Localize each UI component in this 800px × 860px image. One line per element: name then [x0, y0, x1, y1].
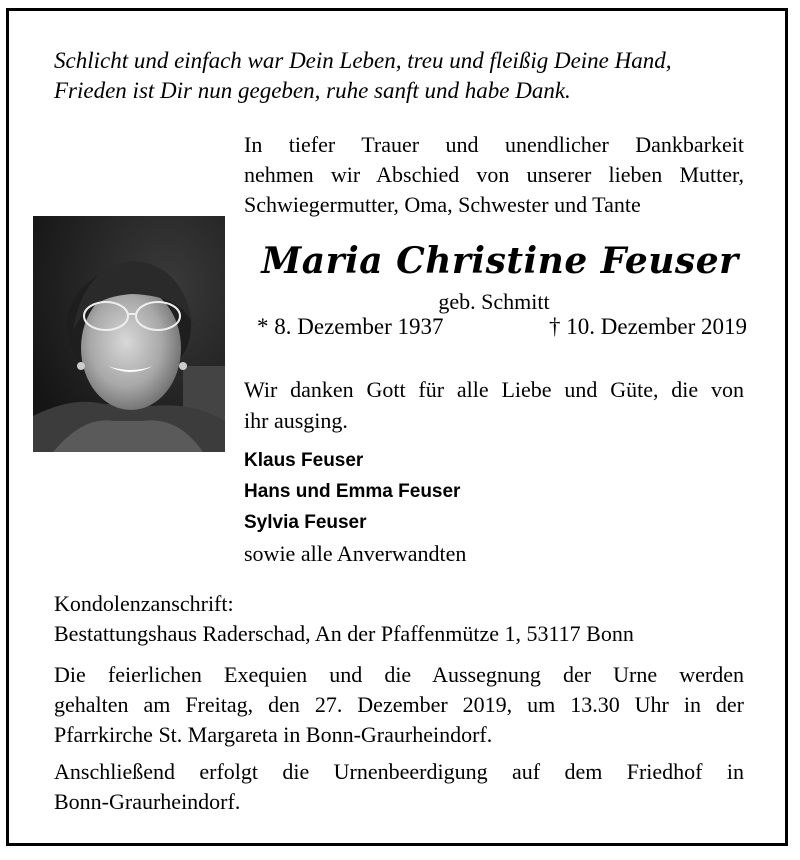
service-line: Pfarrkirche St. Margareta in Bonn-Graurheindorf.	[54, 722, 493, 747]
deceased-name: Maria Christine Feuser	[261, 240, 739, 282]
service-line: Die feierlichen Exequien und die Aussegnung der Urne werden	[54, 662, 744, 687]
death-date: † 10. Dezember 2019	[549, 314, 747, 339]
intro-line: Schwiegermutter, Oma, Schwester und Tante	[244, 192, 641, 217]
mourners-others: sowie alle Anverwandten	[244, 541, 467, 566]
mourner-name: Hans und Emma Feuser	[244, 481, 461, 502]
portrait-image	[33, 216, 225, 452]
intro-text	[244, 130, 744, 220]
thanks-line: Wir danken Gott für alle Liebe und Güte, die von	[244, 377, 744, 402]
mourner-name: Klaus Feuser	[244, 450, 364, 471]
portrait-photo	[33, 216, 225, 452]
mourners-list	[244, 445, 744, 569]
burial-line: Bonn-Graurheindorf.	[54, 789, 241, 814]
service-line: gehalten am Freitag, den 27. Dezember 2019, um 13.30 Uhr in der	[54, 692, 744, 717]
motto-verse	[54, 46, 754, 106]
intro-line: In tiefer Trauer und unendlicher Dankbarkeit	[244, 132, 744, 157]
condolence-address	[54, 589, 744, 649]
condolence-label: Kondolenzanschrift:	[54, 591, 234, 616]
intro-line: nehmen wir Abschied von unserer lieben Mutter,	[244, 162, 744, 187]
birth-date: * 8. Dezember 1937	[257, 314, 444, 339]
motto-line: Schlicht und einfach war Dein Leben, treu und fleißig Deine Hand,	[54, 48, 672, 73]
motto-line: Frieden ist Dir nun gegeben, ruhe sanft und habe Dank.	[54, 78, 571, 103]
maiden-name: geb. Schmitt	[438, 289, 550, 314]
mourner-name: Sylvia Feuser	[244, 512, 367, 533]
condolence-address-line: Bestattungshaus Raderschad, An der Pfaffenmütze 1, 53117 Bonn	[54, 621, 634, 646]
thanks-text	[244, 374, 744, 436]
burial-info	[54, 757, 744, 817]
thanks-line: ihr ausging.	[244, 408, 348, 433]
service-info	[54, 660, 744, 750]
burial-line: Anschließend erfolgt die Urnenbeerdigung auf dem Friedhof in	[54, 759, 744, 784]
